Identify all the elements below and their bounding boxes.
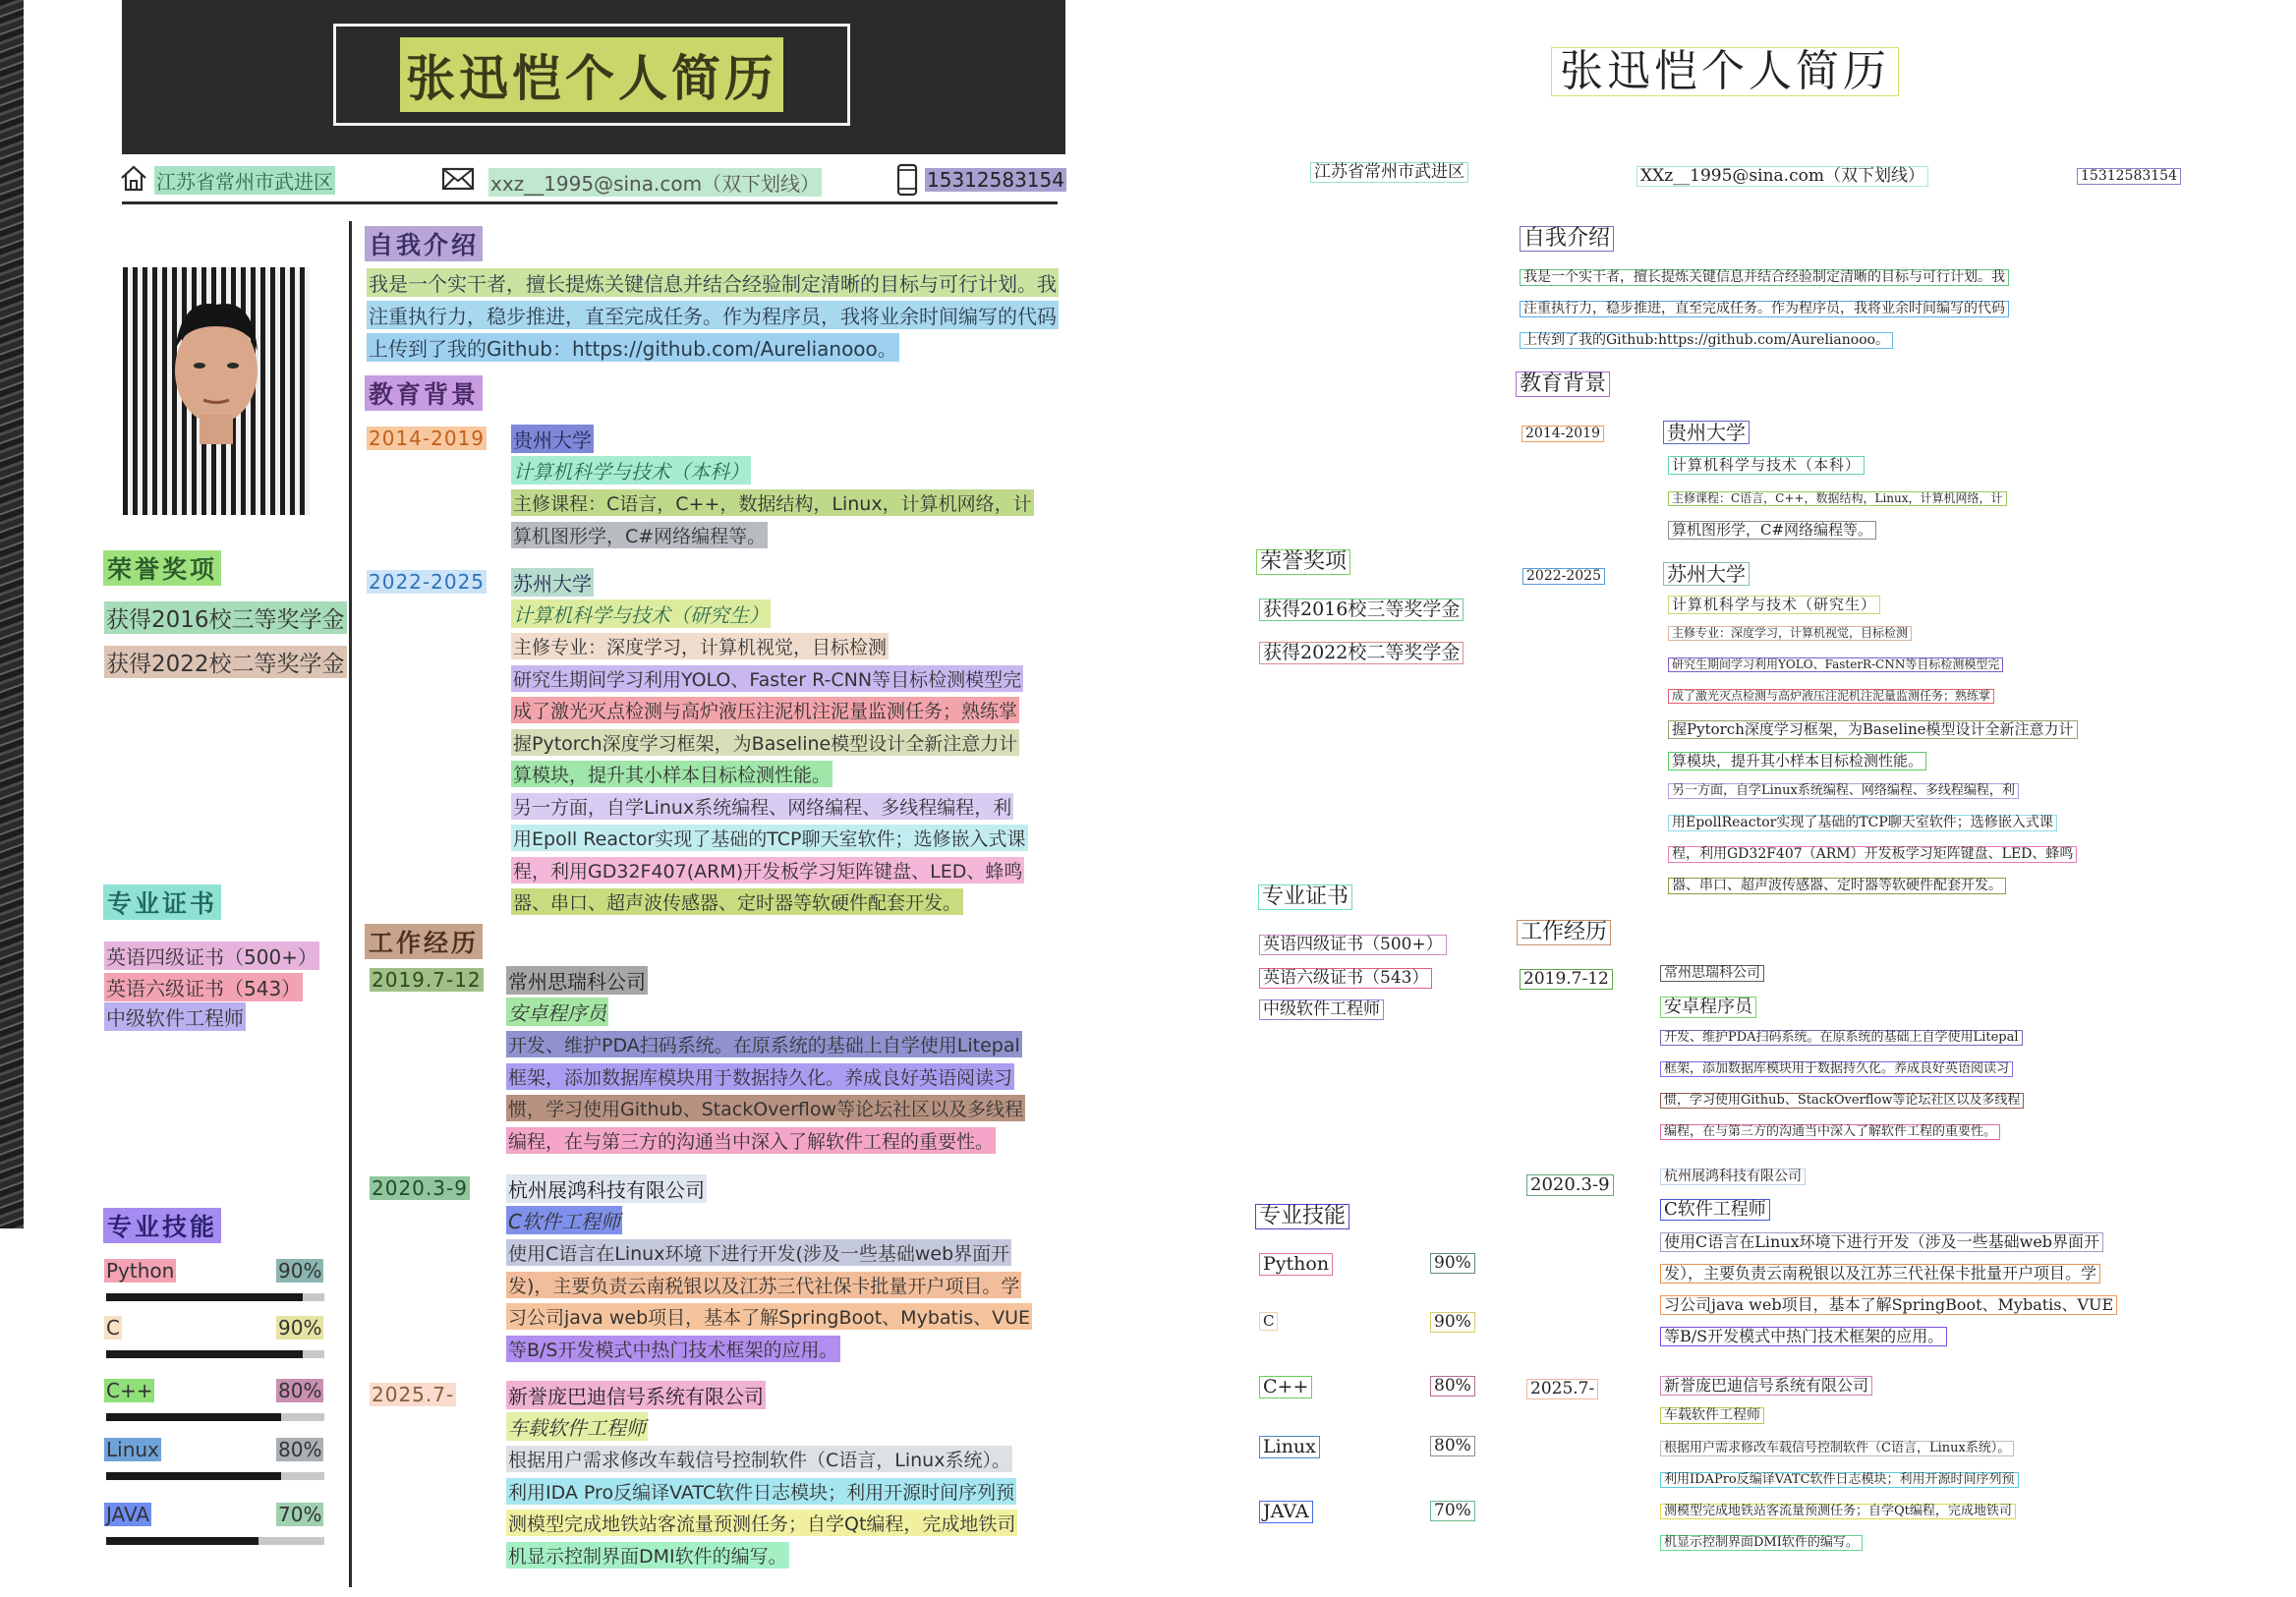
ocr-text-box: 注重执行力，稳步推进，直至完成任务。作为程序员，我将业余时间编写的代码 bbox=[1520, 301, 2009, 317]
ocr-text-box: 江苏省常州市武进区 bbox=[1310, 162, 1468, 183]
company-name: 杭州展鸿科技有限公司 bbox=[506, 1174, 707, 1203]
skill-bar bbox=[106, 1293, 324, 1301]
honors-title: 荣誉奖项 bbox=[103, 550, 221, 586]
work-line: 惯，学习使用Github、StackOverflow等论坛社区以及多线程 bbox=[506, 1095, 1025, 1121]
company-name: 常州思瑞科公司 bbox=[506, 966, 648, 995]
work-line: 使用C语言在Linux环境下进行开发(涉及一些基础web界面开 bbox=[506, 1239, 1011, 1266]
major-name: 计算机科学与技术（本科） bbox=[511, 456, 751, 485]
work-line: 开发、维护PDA扫码系统。在原系统的基础上自学使用Litepal bbox=[506, 1031, 1022, 1057]
ocr-text-box: 用EpollReactor实现了基础的TCP聊天室软件；选修嵌入式课 bbox=[1668, 815, 2057, 831]
ocr-text-box: 90% bbox=[1430, 1312, 1475, 1333]
work-line: 习公司java web项目，基本了解SpringBoot、Mybatis、VUE bbox=[506, 1303, 1032, 1330]
ocr-text-box: 编程，在与第三方的沟通当中深入了解软件工程的重要性。 bbox=[1660, 1124, 2000, 1140]
ocr-text-box: 测模型完成地铁站客流量预测任务；自学Qt编程，完成地铁司 bbox=[1660, 1504, 2016, 1519]
skill-bar-fill bbox=[106, 1413, 281, 1421]
skill-name: JAVA bbox=[106, 1503, 150, 1526]
ocr-text-box: 常州思瑞科公司 bbox=[1660, 965, 1764, 982]
ocr-text-box: C软件工程师 bbox=[1660, 1199, 1770, 1221]
ocr-text-box: 中级软件工程师 bbox=[1259, 999, 1384, 1020]
ocr-text-box: 利用IDAPro反编译VATC软件日志模块；利用开源时间序列预 bbox=[1660, 1472, 2019, 1488]
skill-percent: 70% bbox=[278, 1503, 322, 1526]
ocr-text-box: C++ bbox=[1259, 1376, 1312, 1398]
ocr-text-box: 使用C语言在Linux环境下进行开发（涉及一些基础web界面开 bbox=[1660, 1232, 2103, 1252]
ocr-text-box: 习公司java web项目，基本了解SpringBoot、Mybatis、VUE bbox=[1660, 1295, 2117, 1315]
ocr-text-box: 获得2016校三等奖学金 bbox=[1259, 599, 1464, 621]
skill-percent: 80% bbox=[278, 1379, 322, 1402]
skill-percent: 90% bbox=[278, 1259, 322, 1283]
ocr-text-box: 苏州大学 bbox=[1663, 562, 1750, 586]
ocr-text-box: 15312583154 bbox=[2077, 168, 2181, 185]
ocr-text-box: 2019.7-12 bbox=[1520, 969, 1613, 990]
school-name: 苏州大学 bbox=[511, 568, 594, 597]
ocr-text-box: Linux bbox=[1259, 1436, 1320, 1458]
honor-item: 获得2022校二等奖学金 bbox=[104, 646, 347, 678]
certs-title: 专业证书 bbox=[103, 884, 221, 920]
work-line: 等B/S开发模式中热门技术框架的应用。 bbox=[506, 1336, 840, 1362]
intro-title: 自我介绍 bbox=[365, 226, 483, 261]
skill-bar bbox=[106, 1413, 324, 1421]
ocr-text-box: 新誉庞巴迪信号系统有限公司 bbox=[1660, 1376, 1872, 1396]
company-name: 新誉庞巴迪信号系统有限公司 bbox=[506, 1381, 766, 1409]
ocr-text-box: 算模块，提升其小样本目标检测性能。 bbox=[1668, 752, 1926, 770]
skill-bar-fill bbox=[106, 1537, 258, 1545]
ocr-text-box: 计算机科学与技术（研究生） bbox=[1668, 596, 1880, 614]
ocr-text-box: 专业证书 bbox=[1258, 884, 1352, 910]
ocr-text-box: 惯，学习使用Github、StackOverflow等论坛社区以及多线程 bbox=[1660, 1093, 2024, 1109]
job-role: 安卓程序员 bbox=[506, 998, 608, 1026]
cert-item: 中级软件工程师 bbox=[104, 1002, 246, 1031]
skill-name: Linux bbox=[106, 1438, 159, 1461]
job-role: C软件工程师 bbox=[506, 1206, 622, 1234]
skill-bar-fill bbox=[106, 1293, 303, 1301]
ocr-text-box: 器、串口、超声波传感器、定时器等软硬件配套开发。 bbox=[1668, 878, 2006, 894]
ocr-text-box: 我是一个实干者，擅长提炼关键信息并结合经验制定清晰的目标与可行计划。我 bbox=[1520, 269, 2009, 286]
ocr-text-box: Python bbox=[1259, 1253, 1333, 1276]
ocr-text-box: 成了激光灭点检测与高炉液压注泥机注泥量监测任务；熟练掌 bbox=[1668, 689, 1994, 704]
work-period: 2025.7- bbox=[372, 1383, 455, 1406]
major-name: 计算机科学与技术（研究生） bbox=[511, 599, 771, 628]
mail-icon bbox=[441, 164, 475, 194]
skill-percent: 90% bbox=[278, 1316, 322, 1340]
skill-name: C bbox=[106, 1316, 120, 1340]
resume-title-frame bbox=[333, 24, 850, 126]
ocr-text-box: 上传到了我的Github:https://github.com/Aurelianooo。 bbox=[1520, 332, 1893, 349]
ocr-text-box: 机显示控制界面DMI软件的编写。 bbox=[1660, 1535, 1863, 1551]
work-line: 利用IDA Pro反编译VATC软件日志模块；利用开源时间序列预 bbox=[506, 1478, 1016, 1505]
ocr-text-box: 80% bbox=[1430, 1376, 1475, 1397]
contact-email[interactable]: xxz__1995@sina.com（双下划线） bbox=[488, 168, 822, 197]
honor-item: 获得2016校三等奖学金 bbox=[104, 601, 347, 634]
ocr-text-box: 获得2022校二等奖学金 bbox=[1259, 642, 1464, 664]
education-line: 主修专业：深度学习，计算机视觉，目标检测 bbox=[511, 633, 889, 659]
ocr-text-box: 专业技能 bbox=[1255, 1204, 1349, 1229]
ocr-text-box: 主修课程：C语言，C++，数据结构，Linux，计算机网络，计 bbox=[1668, 491, 2007, 506]
skill-name: C++ bbox=[106, 1379, 153, 1402]
marble-texture bbox=[0, 0, 24, 1228]
ocr-text-box: 程，利用GD32F407（ARM）开发板学习矩阵键盘、LED、蜂鸣 bbox=[1668, 846, 2077, 863]
resume-title: 张迅恺个人简历 bbox=[400, 37, 783, 112]
ocr-text-box: 英语四级证书（500+） bbox=[1259, 935, 1447, 955]
skill-bar-fill bbox=[106, 1350, 303, 1358]
ocr-text-box: C bbox=[1259, 1312, 1278, 1331]
education-line: 成了激光灭点检测与高炉液压注泥机注泥量监测任务；熟练掌 bbox=[511, 697, 1019, 723]
work-line: 机显示控制界面DMI软件的编写。 bbox=[506, 1542, 789, 1568]
ocr-text-box: 2022-2025 bbox=[1522, 568, 1605, 585]
ocr-text-box: 根据用户需求修改车载信号控制软件（C语言，Linux系统）。 bbox=[1660, 1441, 2014, 1456]
ocr-text-box: 框架，添加数据库模块用于数据持久化。养成良好英语阅读习 bbox=[1660, 1061, 2013, 1077]
ocr-text-box: 荣誉奖项 bbox=[1256, 549, 1350, 575]
education-title: 教育背景 bbox=[365, 375, 483, 411]
ocr-text-box: 英语六级证书（543） bbox=[1259, 968, 1432, 989]
ocr-text-box: 工作经历 bbox=[1517, 920, 1611, 945]
work-line: 发)，主要负责云南税银以及江苏三代社保卡批量开户项目。学 bbox=[506, 1272, 1021, 1298]
ocr-text-box: XXz__1995@sina.com（双下划线） bbox=[1636, 166, 1928, 187]
work-title: 工作经历 bbox=[365, 924, 483, 959]
education-period: 2014-2019 bbox=[369, 427, 486, 450]
skill-bar bbox=[106, 1537, 324, 1545]
home-icon bbox=[119, 163, 148, 193]
ocr-text-box: 研究生期间学习利用YOLO、FasterR-CNN等目标检测模型完 bbox=[1668, 657, 2003, 672]
education-line: 主修课程：C语言，C++，数据结构，Linux，计算机网络，计 bbox=[511, 489, 1034, 516]
work-line: 测模型完成地铁站客流量预测任务；自学Qt编程，完成地铁司 bbox=[506, 1510, 1017, 1536]
ocr-text-box: 车载软件工程师 bbox=[1660, 1407, 1764, 1424]
cert-item: 英语六级证书（543） bbox=[104, 973, 303, 1001]
education-line: 另一方面，自学Linux系统编程、网络编程、多线程编程，利 bbox=[511, 793, 1013, 820]
ocr-text-box: 主修专业：深度学习，计算机视觉，目标检测 bbox=[1668, 626, 1912, 641]
ocr-text-box: 2014-2019 bbox=[1521, 426, 1604, 442]
ocr-text-box: 算机图形学，C#网络编程等。 bbox=[1668, 521, 1876, 540]
intro-line: 上传到了我的Github：https://github.com/Aurelianooo。 bbox=[367, 333, 899, 362]
skill-bar bbox=[106, 1472, 324, 1480]
education-line: 算模块，提升其小样本目标检测性能。 bbox=[511, 761, 832, 787]
column-divider bbox=[349, 221, 352, 1587]
ocr-text-box: JAVA bbox=[1259, 1501, 1313, 1523]
work-line: 根据用户需求修改车载信号控制软件（C语言，Linux系统）。 bbox=[506, 1446, 1012, 1472]
ocr-text-box: 张迅恺个人简历 bbox=[1551, 47, 1899, 96]
skills-title: 专业技能 bbox=[103, 1208, 221, 1243]
contact-address: 江苏省常州市武进区 bbox=[154, 166, 335, 195]
cert-item: 英语四级证书（500+） bbox=[104, 941, 319, 970]
education-line: 算机图形学，C#网络编程等。 bbox=[511, 522, 768, 548]
ocr-text-box: 等B/S开发模式中热门技术框架的应用。 bbox=[1660, 1327, 1947, 1346]
education-line: 研究生期间学习利用YOLO、Faster R-CNN等目标检测模型完 bbox=[511, 665, 1023, 692]
work-period: 2019.7-12 bbox=[372, 968, 482, 992]
education-line: 程，利用GD32F407(ARM)开发板学习矩阵键盘、LED、蜂鸣 bbox=[511, 857, 1024, 884]
intro-line: 我是一个实干者，擅长提炼关键信息并结合经验制定清晰的目标与可行计划。我 bbox=[367, 268, 1059, 297]
ocr-text-box: 自我介绍 bbox=[1520, 226, 1614, 252]
skill-name: Python bbox=[106, 1259, 175, 1283]
skill-bar-fill bbox=[106, 1472, 281, 1480]
ocr-text-box: 2020.3-9 bbox=[1526, 1174, 1614, 1196]
school-name: 贵州大学 bbox=[511, 425, 594, 453]
education-period: 2022-2025 bbox=[369, 570, 486, 594]
ocr-text-box: 贵州大学 bbox=[1663, 421, 1750, 444]
contact-divider bbox=[122, 201, 1058, 204]
ocr-text-box: 2025.7- bbox=[1526, 1379, 1598, 1399]
ocr-text-box: 90% bbox=[1430, 1253, 1475, 1274]
work-line: 编程，在与第三方的沟通当中深入了解软件工程的重要性。 bbox=[506, 1127, 996, 1154]
ocr-text-box: 握Pytorch深度学习框架，为Baseline模型设计全新注意力计 bbox=[1668, 720, 2078, 739]
job-role: 车载软件工程师 bbox=[506, 1412, 648, 1441]
intro-line: 注重执行力，稳步推进，直至完成任务。作为程序员，我将业余时间编写的代码 bbox=[367, 301, 1059, 329]
ocr-text-box: 教育背景 bbox=[1516, 371, 1610, 397]
phone-icon bbox=[896, 163, 918, 197]
education-line: 用Epoll Reactor实现了基础的TCP聊天室软件；选修嵌入式课 bbox=[511, 825, 1028, 851]
ocr-text-box: 另一方面，自学Linux系统编程、网络编程、多线程编程，利 bbox=[1668, 783, 2019, 799]
ocr-text-box: 安卓程序员 bbox=[1660, 997, 1756, 1018]
skill-bar bbox=[106, 1350, 324, 1358]
ocr-text-box: 70% bbox=[1430, 1501, 1475, 1521]
profile-photo bbox=[123, 267, 310, 515]
ocr-text-box: 杭州展鸿科技有限公司 bbox=[1660, 1169, 1806, 1185]
education-line: 握Pytorch深度学习框架，为Baseline模型设计全新注意力计 bbox=[511, 729, 1019, 756]
contact-phone: 15312583154 bbox=[927, 168, 1064, 192]
ocr-text-box: 计算机科学与技术（本科） bbox=[1668, 456, 1865, 475]
work-line: 框架，添加数据库模块用于数据持久化。养成良好英语阅读习 bbox=[506, 1063, 1014, 1090]
education-line: 器、串口、超声波传感器、定时器等软硬件配套开发。 bbox=[511, 888, 963, 915]
ocr-text-box: 发），主要负责云南税银以及江苏三代社保卡批量开户项目。学 bbox=[1660, 1264, 2100, 1283]
work-period: 2020.3-9 bbox=[372, 1176, 468, 1200]
skill-percent: 80% bbox=[278, 1438, 322, 1461]
ocr-text-box: 80% bbox=[1430, 1436, 1475, 1456]
ocr-text-box: 开发、维护PDA扫码系统。在原系统的基础上自学使用Litepal bbox=[1660, 1030, 2023, 1046]
